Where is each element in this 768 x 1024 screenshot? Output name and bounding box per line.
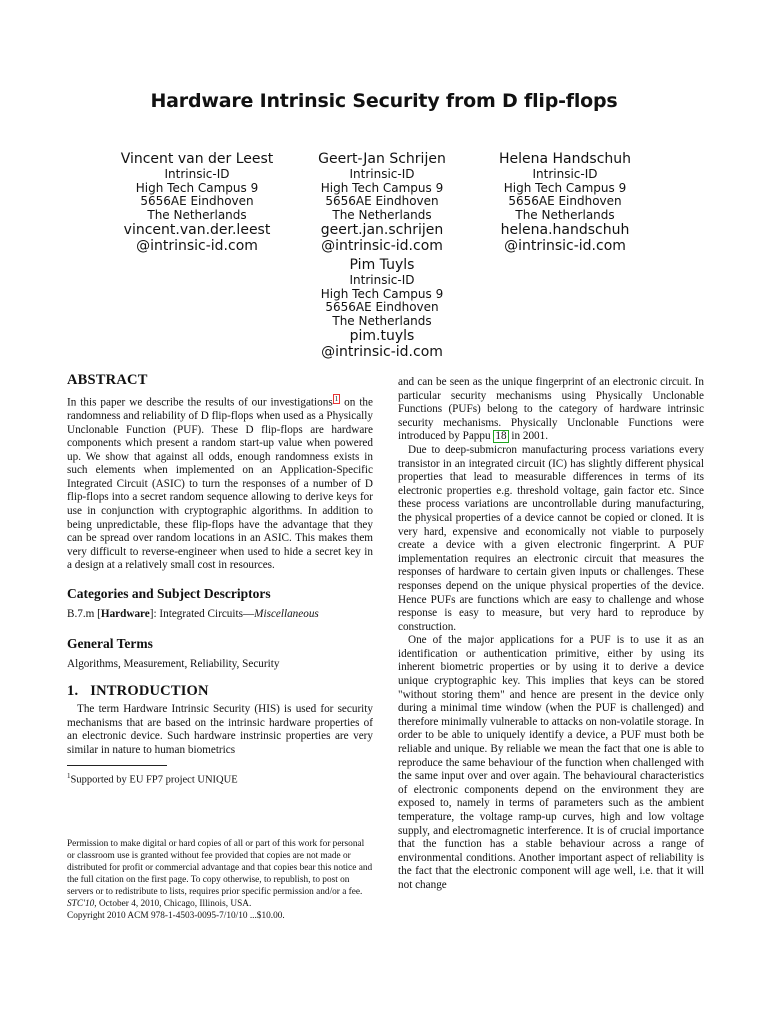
category-ital: Miscellaneous: [254, 607, 319, 620]
copyright-line: Copyright 2010 ACM 978-1-4503-0095-7/10/10 ...$10.00.: [67, 911, 285, 921]
section-number: 1.: [67, 683, 79, 700]
intro-heading: [67, 685, 373, 699]
author-org: Intrinsic-ID: [164, 167, 230, 181]
abstract-text-start: In this paper we describe the results of our investigations: [67, 396, 333, 409]
author-name: Helena Handschuh: [498, 151, 632, 167]
author-org: Intrinsic-ID: [532, 167, 598, 181]
author-name: Vincent van der Leest: [120, 151, 274, 167]
permission-block: [67, 838, 373, 922]
general-terms-text: Algorithms, Measurement, Reliability, Security: [67, 657, 280, 670]
author-block-4: [267, 256, 497, 360]
paragraph-text: and can be seen as the unique fingerprint of an electronic circuit. In particular security mechanisms using Physically Unclonable Functions (PUFs) belong to the category of hardware intrinsic security mechanisms. Physically Unclonable Functions were introduced by Pappu: [398, 376, 704, 443]
author-address: High Tech Campus 9: [320, 286, 444, 301]
author-country: The Netherlands: [147, 207, 247, 222]
paragraph-text-end: in 2001.: [508, 430, 549, 443]
footnote: [67, 770, 373, 787]
abstract-text: [67, 394, 373, 573]
author-email-domain: @intrinsic-id.com: [136, 238, 258, 254]
footnote-text: Supported by EU FP7 project UNIQUE: [70, 774, 238, 786]
right-paragraph-1: [398, 376, 704, 444]
right-column: [398, 376, 704, 893]
footnote-rule: [67, 765, 167, 766]
author-email: pim.tuyls: [349, 328, 415, 344]
author-email-domain: @intrinsic-id.com: [321, 344, 443, 360]
author-country: The Netherlands: [332, 207, 432, 222]
author-org: Intrinsic-ID: [349, 273, 415, 287]
author-postcode: 5656AE Eindhoven: [508, 194, 622, 208]
author-address: High Tech Campus 9: [503, 180, 627, 195]
general-terms-heading: General Terms: [67, 636, 153, 652]
conference-details: October 4, 2010, Chicago, Illinois, USA.: [96, 899, 252, 909]
abstract-text-end: on the randomness and reliability of D flip-flops when used as a Physically Unclonable Function (PUF). These D flip-flops are hardware components which present a random start-up value when powered up. We show that against all odds, enough randomness exists in such elements when implemented on an Application-Specific Integrated Circuit (ASIC) to turn the responses of a number of D flip-flops into a secret random sequence allowing to derive keys for use in conjunction with cryptographic algorithms. In addition to being unpredictable, these flip-flops have the advantage that they can be spread over random locations in an ASIC. This makes them very difficult to reverse-engineer when used to hide a secret key in a design at a relatively small cost in resources.: [67, 396, 373, 572]
category-mid: ]: Integrated Circuits—: [149, 607, 255, 620]
categories-heading: Categories and Subject Descriptors: [67, 586, 271, 602]
author-postcode: 5656AE Eindhoven: [325, 300, 439, 314]
author-email: vincent.van.der.leest: [123, 222, 271, 238]
conference-name: STC'10,: [67, 899, 97, 909]
category-code: B.7.m [: [67, 607, 101, 620]
footnote-mark: 1: [67, 772, 71, 781]
author-postcode: 5656AE Eindhoven: [325, 194, 439, 208]
author-postcode: 5656AE Eindhoven: [140, 194, 254, 208]
abstract-heading: ABSTRACT: [67, 372, 148, 388]
categories-text: [67, 608, 373, 622]
author-address: High Tech Campus 9: [135, 180, 259, 195]
category-bold: Hardware: [100, 607, 150, 620]
paper-title: Hardware Intrinsic Security from D flip-flops: [150, 90, 618, 112]
footnote-link[interactable]: 1: [334, 394, 339, 403]
intro-paragraph: The term Hardware Intrinsic Security (HIS) is used for security mechanisms that are based on the intrinsic hardware properties of an electronic device. Such hardware instrinsic properties are very similar in nature to human biometrics: [67, 703, 373, 756]
left-column: [67, 374, 373, 787]
author-block-3: [450, 150, 680, 254]
author-country: The Netherlands: [515, 207, 615, 222]
right-paragraph-3: One of the major applications for a PUF is to use it as an identification or authentication primitive, either by using its inherent biometric properties or by using it to derive a device unique cryptographic key. This implies that keys can be stored "without storing them" and hence are present in the device only during a minimal time window (when the PUF is challenged) and therefore minimally vulnerable to attacks on non-volatile storage. In order to be able to uniquely identify a device, a PUF must both be reliable and unique. By reliable we mean the fact that one is able to reproduce the same behaviour of the function when challenged with the same input over and over again. The behavioural characteristics of electronic components depend on the environment they are exposed to, namely in terms of parameters such as the ambient temperature, the voltage ramp-up curves, high and low voltage supply, and electromagnetic interference. It is of crucial importance that the function has a stable behaviour across a range of environmental conditions. Another important aspect of reliability is the fact that the electronic component will age well, i.e. that it will not change: [398, 634, 704, 891]
author-email: helena.handschuh: [500, 222, 630, 238]
conference-line: [67, 898, 373, 910]
author-address: High Tech Campus 9: [320, 180, 444, 195]
author-name: Pim Tuyls: [349, 257, 415, 273]
author-email-domain: @intrinsic-id.com: [504, 238, 626, 254]
citation-link[interactable]: 18: [495, 430, 507, 443]
author-country: The Netherlands: [332, 313, 432, 328]
author-org: Intrinsic-ID: [349, 167, 415, 181]
permission-text: Permission to make digital or hard copies of all or part of this work for personal or classroom use is granted without fee provided that copies are not made or distributed for profit or commercial advantage and that copies bear this notice and the full citation on the first page. To copy otherwise, to republish, to post on servers or to redistribute to lists, requires prior specific permission and/or a fee.: [67, 839, 373, 897]
author-email-domain: @intrinsic-id.com: [321, 238, 443, 254]
author-name: Geert-Jan Schrijen: [318, 151, 446, 167]
right-paragraph-2: Due to deep-submicron manufacturing process variations every transistor in an integrated circuit (IC) has slightly different physical properties that lead to measurable differences in terms of its electronic properties e.g. threshold voltage, gain factor etc. Since these process variations are uncontrollable during manufacturing, the physical properties of a device cannot be copied or cloned. It is very hard, expensive and economically not viable to purposely create a device with a given electronic fingerprint. A PUF implementation requires an electronic circuit that measures the responses of hardware to certain given inputs or challenges. These responses depend on the unique physical properties of the device. Hence PUFs are functions which are easy to challenge and whose response is easy to measure, but very hard to reproduce by construction.: [398, 443, 704, 633]
author-email: geert.jan.schrijen: [320, 222, 444, 238]
section-title: INTRODUCTION: [90, 683, 209, 700]
